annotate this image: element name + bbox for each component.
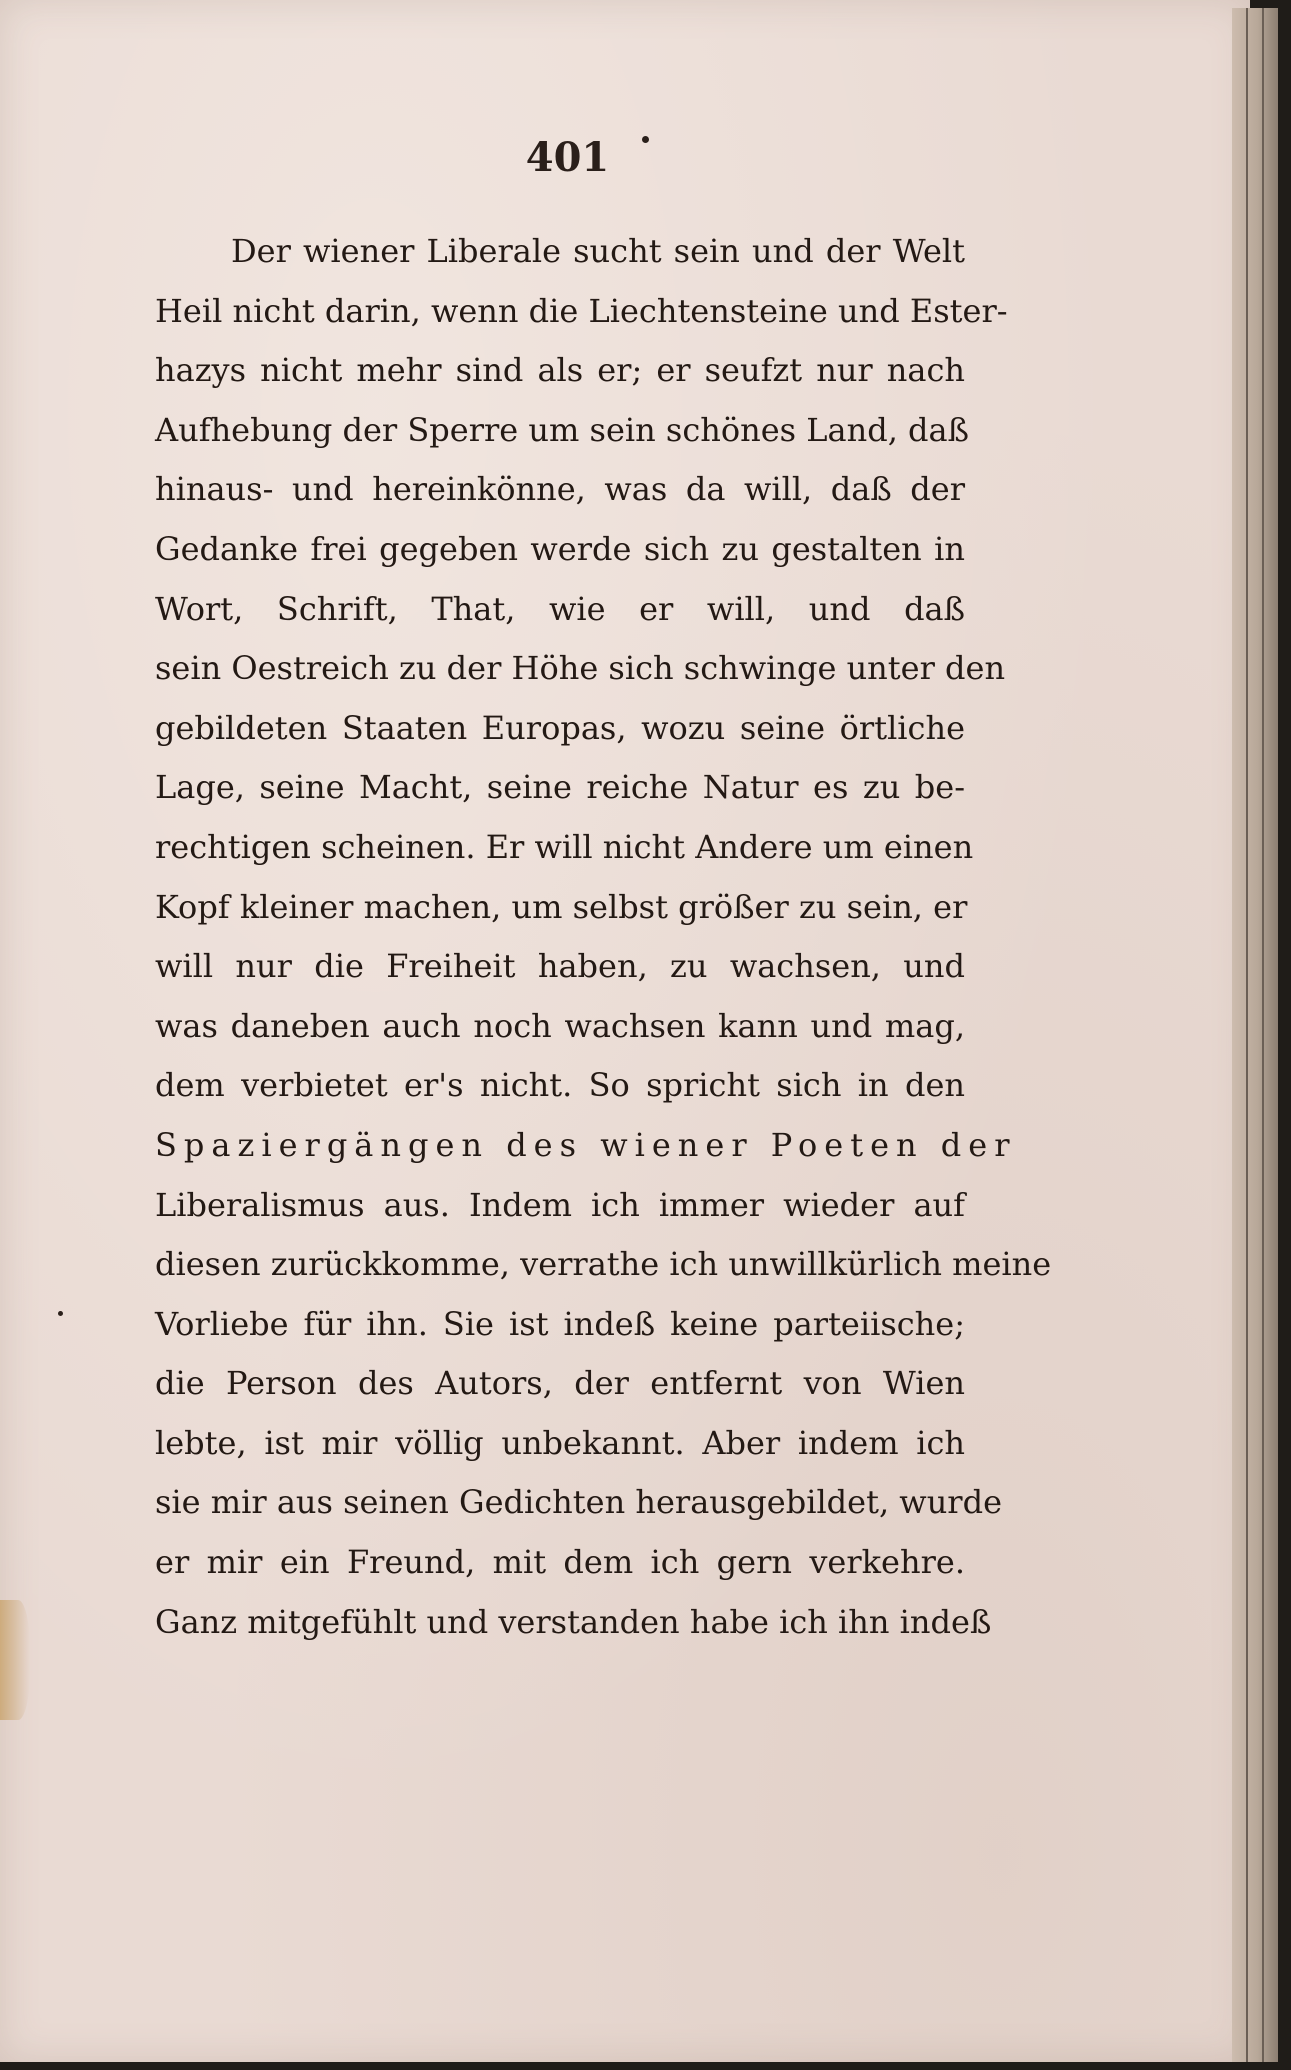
text-line: gebildeten Staaten Europas, wozu seine örtliche: [155, 708, 965, 747]
text-line: Spaziergängen des wiener Poeten der: [155, 1125, 1017, 1164]
text-line: die Person des Autors, der entfernt von Wien: [155, 1364, 965, 1403]
text-line: hinaus- und hereinkönne, was da will, daß der: [155, 470, 965, 509]
text-line: Ganz mitgefühlt und verstanden habe ich ihn indeß: [155, 1602, 992, 1641]
text-line: Liberalismus aus. Indem ich immer wieder auf: [155, 1185, 965, 1224]
ink-speck: [642, 136, 649, 143]
body-text: [155, 222, 1052, 1652]
paper-stain: [0, 1600, 30, 1720]
edge-line: [1246, 8, 1248, 2062]
ink-speck: [58, 1311, 63, 1316]
text-line: Lage, seine Macht, seine reiche Natur es zu be-: [155, 768, 965, 807]
text-line: er mir ein Freund, mit dem ich gern verkehre.: [155, 1543, 965, 1582]
text-line: sie mir aus seinen Gedichten herausgebildet, wurde: [155, 1483, 1003, 1522]
book-page-edge: [1232, 8, 1278, 2062]
text-line: Vorliebe für ihn. Sie ist indeß keine parteiische;: [155, 1304, 965, 1343]
text-line: Gedanke frei gegeben werde sich zu gestalten in: [155, 529, 965, 568]
edge-line: [1262, 8, 1264, 2062]
text-line: dem verbietet er's nicht. So spricht sich in den: [155, 1066, 965, 1105]
text-line: will nur die Freiheit haben, zu wachsen, und: [155, 947, 965, 986]
text-line: was daneben auch noch wachsen kann und mag,: [155, 1006, 965, 1045]
text-line: Aufhebung der Sperre um sein schönes Land, daß: [155, 410, 969, 449]
text-line: diesen zurückkomme, verrathe ich unwillkürlich meine: [155, 1245, 1052, 1284]
text-line: rechtigen scheinen. Er will nicht Andere um einen: [155, 827, 974, 866]
text-line: lebte, ist mir völlig unbekannt. Aber indem ich: [155, 1423, 965, 1462]
text-line: Heil nicht darin, wenn die Liechtensteine und Ester-: [155, 291, 1008, 330]
text-line: Der wiener Liberale sucht sein und der Welt: [231, 232, 965, 270]
text-line: sein Oestreich zu der Höhe sich schwinge unter den: [155, 649, 1006, 688]
text-line: Kopf kleiner machen, um selbst größer zu sein, er: [155, 887, 968, 926]
page-number: 401: [525, 134, 610, 181]
text-line: Wort, Schrift, That, wie er will, und daß: [155, 589, 965, 628]
text-line: hazys nicht mehr sind als er; er seufzt nur nach: [155, 351, 965, 390]
